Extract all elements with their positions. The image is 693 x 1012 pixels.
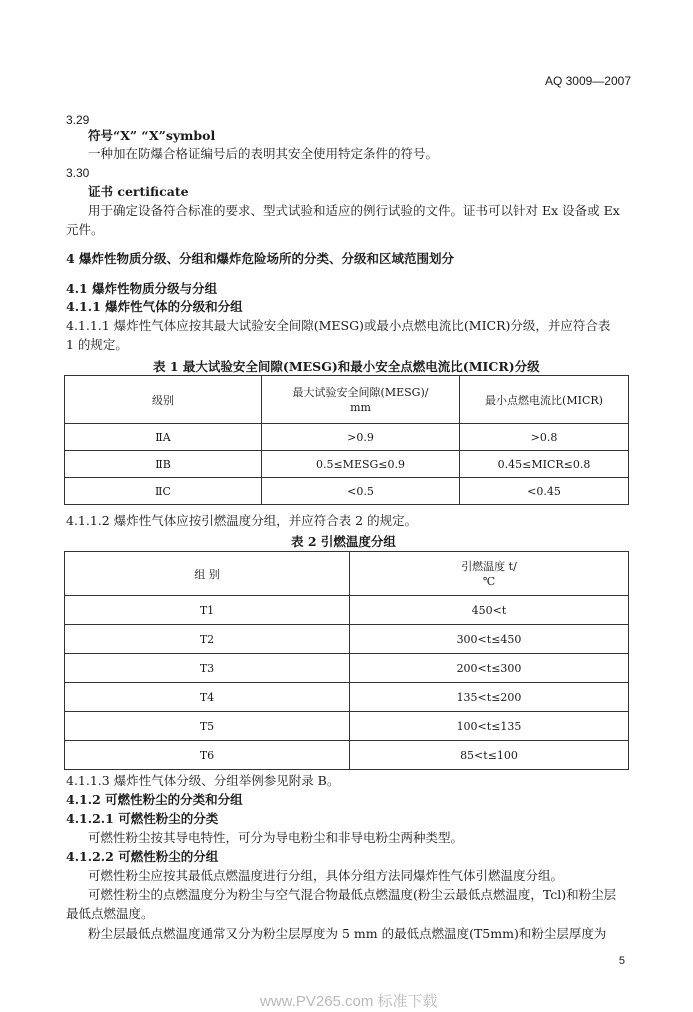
- table-2-cell: T3: [65, 654, 350, 683]
- table-1: [64, 375, 629, 505]
- section-4-1-2-title: 4.1.2 可燃性粉尘的分类和分组: [66, 792, 243, 807]
- section-4-1-1-1-line1: 4.1.1.1 爆炸性气体应按其最大试验安全间隙(MESG)或最小点燃电流比(MICR)分级，并应符合表: [66, 318, 611, 333]
- section-3-29-term: 符号“X” “X”symbol: [88, 128, 216, 143]
- section-4-1-1-2: 4.1.1.2 爆炸性气体应按引燃温度分组，并应符合表 2 的规定。: [66, 513, 418, 528]
- table-row: [65, 741, 629, 770]
- table-1-header-micr: 最小点燃电流比(MICR): [460, 376, 629, 424]
- section-4-1-2-1-title: 4.1.2.1 可燃性粉尘的分类: [66, 811, 219, 826]
- watermark: www.PV265.com 标准下载: [260, 993, 438, 1010]
- table-1-header-row: [65, 376, 629, 424]
- page-number: 5: [618, 955, 625, 967]
- table-2-cell: 135<t≤200: [350, 683, 629, 712]
- section-3-30-term: 证书 certificate: [88, 184, 189, 199]
- section-4-1-2-2-p1: 可燃性粉尘应按其最低点燃温度进行分组，具体分组方法同爆炸性气体引燃温度分组。: [88, 868, 564, 883]
- table-1-header-mesg-unit: mm: [350, 400, 371, 414]
- table-2-cell: T6: [65, 741, 350, 770]
- table-2-caption: 表 2 引燃温度分组: [291, 534, 396, 549]
- table-1-cell: <0.45: [460, 478, 629, 505]
- section-4-1-2-2-p2-line2: 最低点燃温度。: [66, 906, 154, 921]
- section-4-1-1-title: 4.1.1 爆炸性气体的分级和分组: [66, 299, 243, 314]
- table-1-cell: 0.5≤MESG≤0.9: [262, 451, 460, 478]
- table-row: [65, 478, 629, 505]
- section-3-30-number: 3.30: [66, 166, 90, 180]
- table-2-cell: 300<t≤450: [350, 625, 629, 654]
- table-2-header-temperature-unit: ℃: [482, 574, 496, 588]
- table-row: [65, 451, 629, 478]
- table-2-header-group: 组 别: [65, 552, 350, 596]
- standard-number: AQ 3009—2007: [544, 74, 631, 88]
- section-4-1-title: 4.1 爆炸性物质分级与分组: [66, 281, 218, 296]
- table-1-caption: 表 1 最大试验安全间隙(MESG)和最小安全点燃电流比(MICR)分级: [153, 359, 540, 374]
- table-1-header-mesg: [262, 376, 460, 424]
- table-2: [64, 551, 629, 770]
- table-2-cell: T4: [65, 683, 350, 712]
- table-1-header-grade: 级别: [65, 376, 262, 424]
- table-2-cell: 85<t≤100: [350, 741, 629, 770]
- table-2-cell: T2: [65, 625, 350, 654]
- section-3-29-number: 3.29: [66, 113, 90, 127]
- table-2-cell: T5: [65, 712, 350, 741]
- table-row: [65, 712, 629, 741]
- table-1-cell: >0.8: [460, 424, 629, 451]
- table-row: [65, 683, 629, 712]
- table-1-cell: ⅡA: [65, 424, 262, 451]
- table-1-cell: <0.5: [262, 478, 460, 505]
- table-2-cell: T1: [65, 596, 350, 625]
- table-row: [65, 596, 629, 625]
- table-2-cell: 200<t≤300: [350, 654, 629, 683]
- section-4-1-1-3: 4.1.1.3 爆炸性气体分级、分组举例参见附录 B。: [66, 773, 340, 788]
- table-1-cell: ⅡB: [65, 451, 262, 478]
- table-2-header-temperature-label: 引燃温度 t/: [461, 559, 517, 573]
- section-3-30-definition-line2: 元件。: [66, 222, 104, 237]
- table-1-cell: 0.45≤MICR≤0.8: [460, 451, 629, 478]
- table-row: [65, 625, 629, 654]
- section-4-1-2-2-title: 4.1.2.2 可燃性粉尘的分组: [66, 849, 219, 864]
- table-row: [65, 424, 629, 451]
- table-1-cell: ⅡC: [65, 478, 262, 505]
- section-4-1-2-2-p3: 粉尘层最低点燃温度通常又分为粉尘层厚度为 5 mm 的最低点燃温度(T5mm)和粉尘层厚度为: [88, 926, 607, 941]
- table-2-cell: 450<t: [350, 596, 629, 625]
- section-3-30-definition-line1: 用于确定设备符合标准的要求、型式试验和适应的例行试验的文件。证书可以针对 Ex 设备或 Ex: [88, 203, 620, 218]
- section-4-1-1-1-line2: 1 的规定。: [66, 337, 128, 352]
- table-row: [65, 654, 629, 683]
- section-4-1-2-2-p2-line1: 可燃性粉尘的点燃温度分为粉尘与空气混合物最低点燃温度(粉尘云最低点燃温度，Tcl)和粉尘层: [88, 887, 617, 902]
- table-2-cell: 100<t≤135: [350, 712, 629, 741]
- section-4-title: 4 爆炸性物质分级、分组和爆炸危险场所的分类、分级和区域范围划分: [66, 251, 455, 266]
- table-2-header-row: [65, 552, 629, 596]
- section-4-1-2-1-text: 可燃性粉尘按其导电特性，可分为导电粉尘和非导电粉尘两种类型。: [88, 830, 464, 845]
- table-2-header-temperature: [350, 552, 629, 596]
- table-1-cell: >0.9: [262, 424, 460, 451]
- table-1-header-mesg-label: 最大试验安全间隙(MESG)/: [292, 385, 429, 399]
- section-3-29-definition: 一种加在防爆合格证编号后的表明其安全使用特定条件的符号。: [88, 146, 439, 161]
